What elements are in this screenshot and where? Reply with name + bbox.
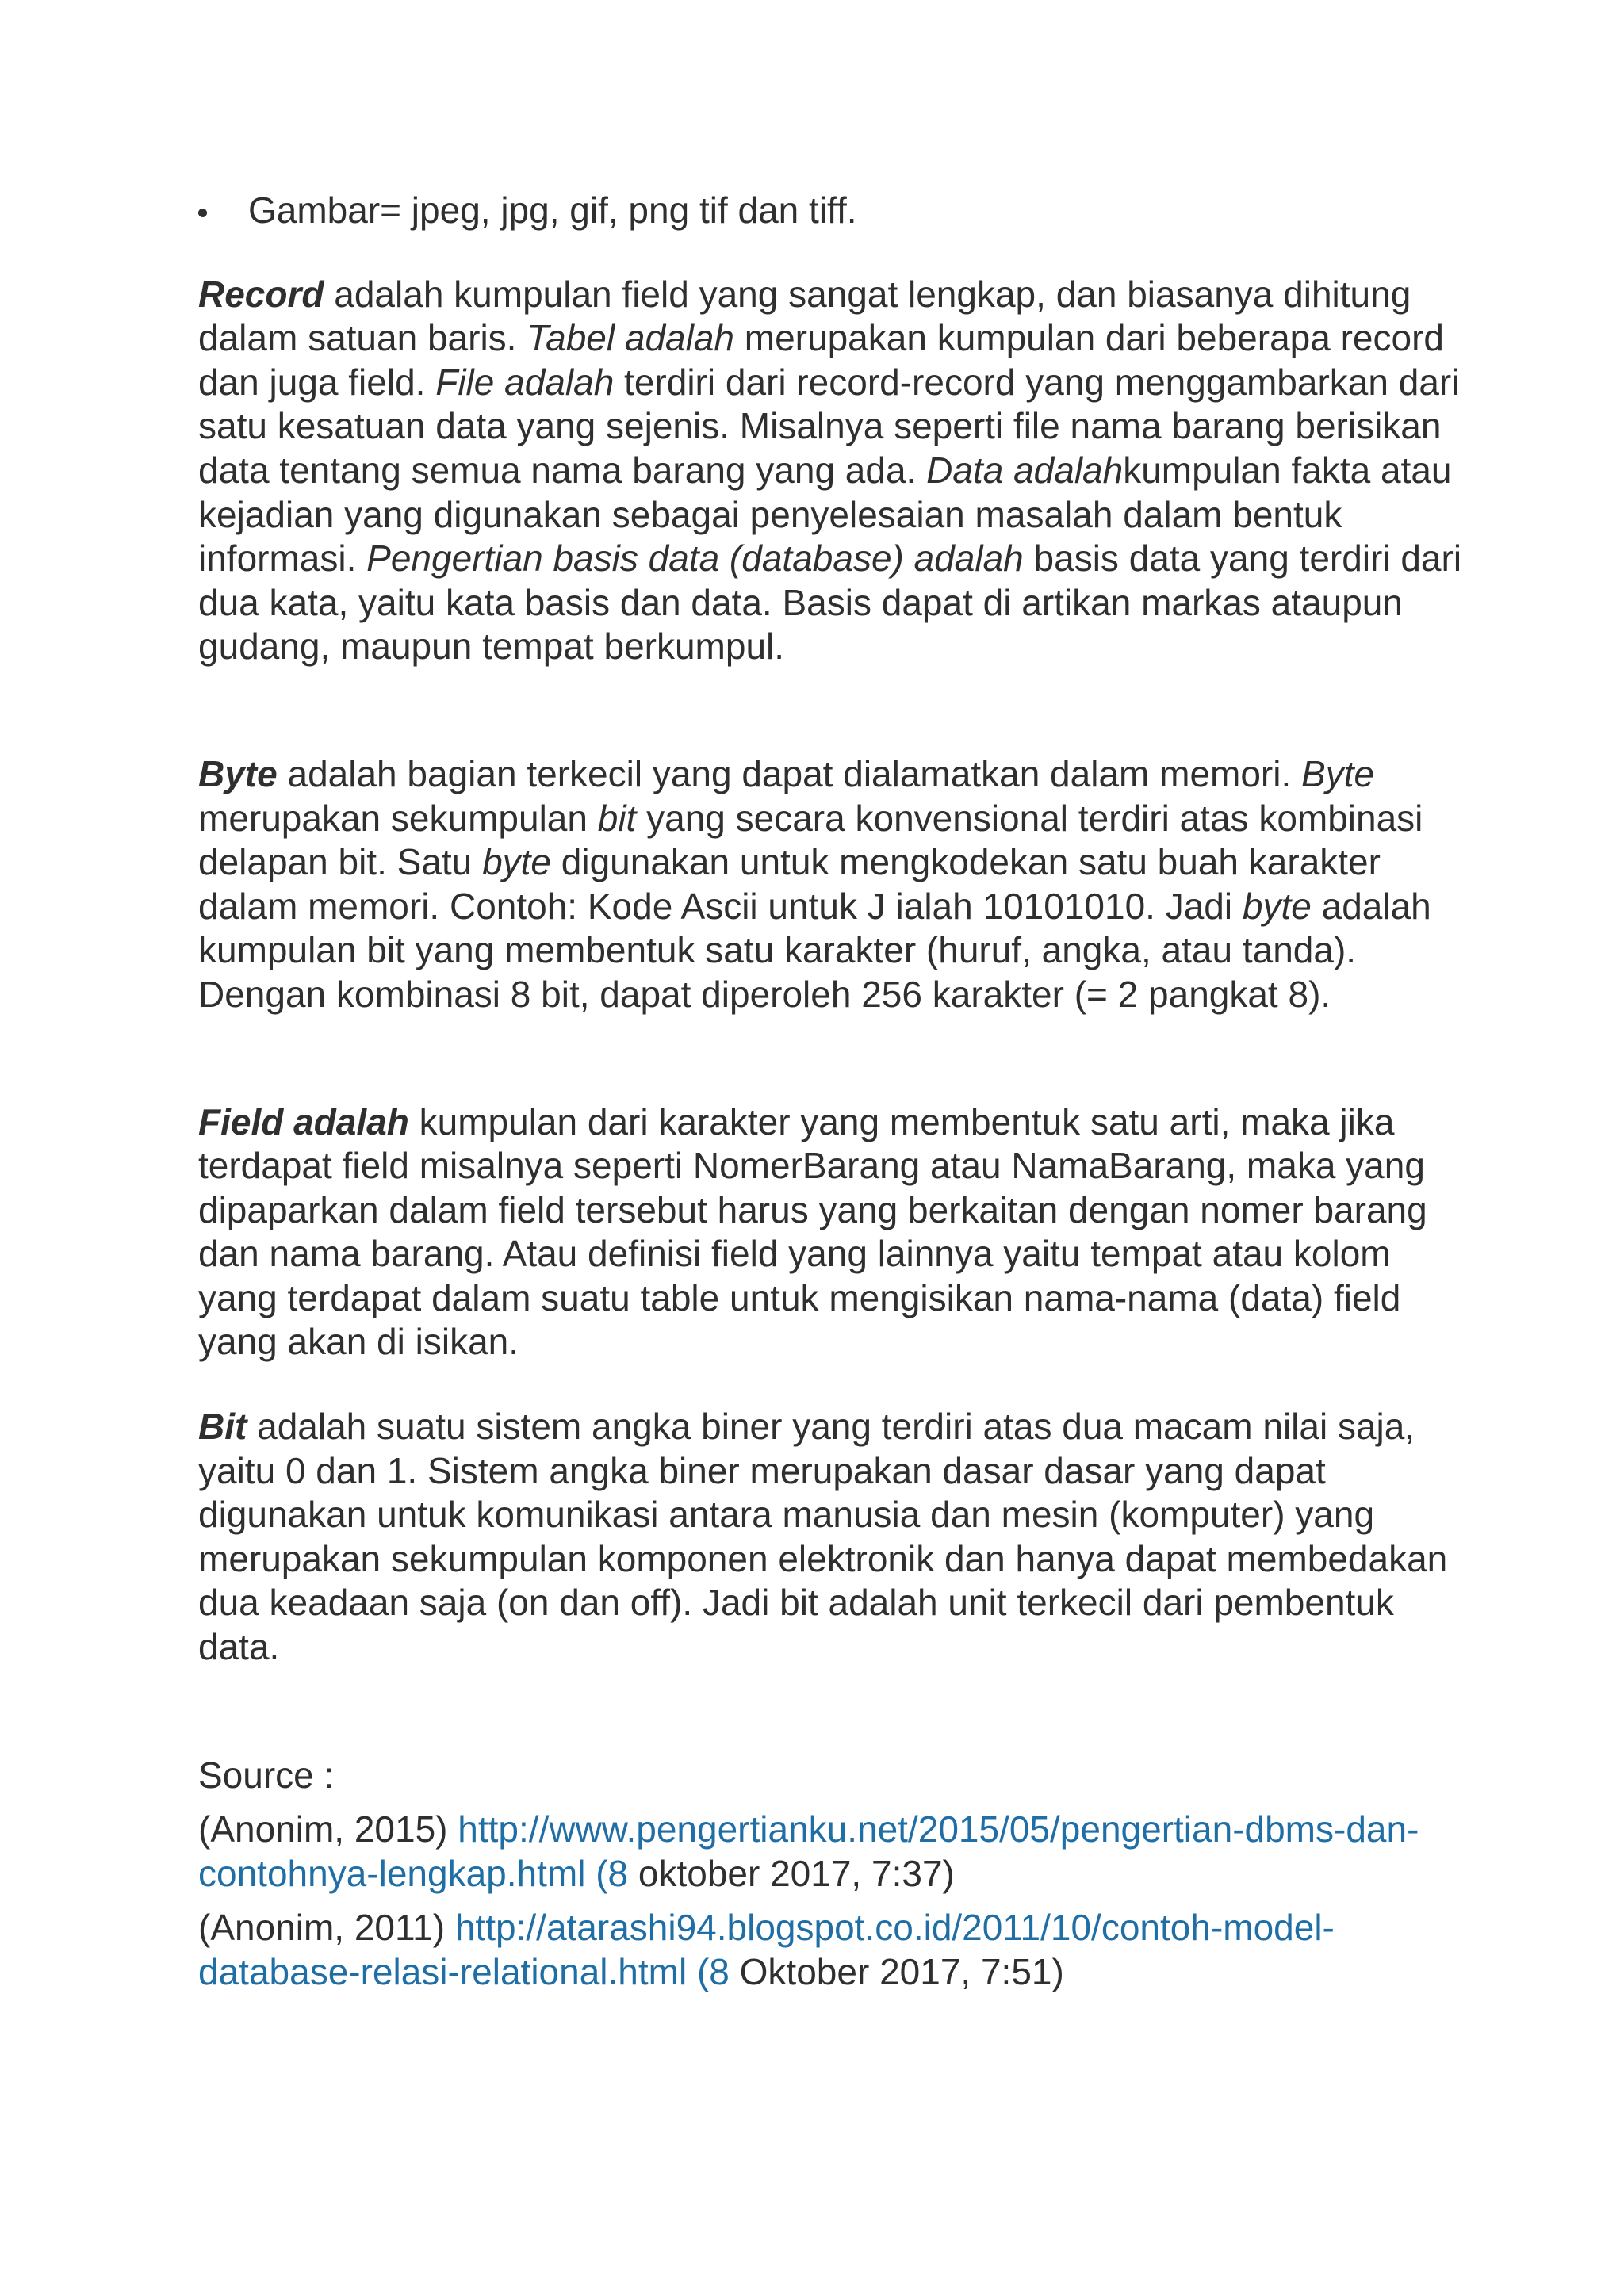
reference-link[interactable]: http://atarashi94.blogspot.co.id/2011/10/contoh-model-database-relasi-relational.html (8 (198, 1907, 1335, 1992)
bullet-list-item (198, 189, 1467, 233)
reference-suffix: oktober 2017, 7:37) (628, 1852, 955, 1894)
record-text-4: kumpulan fakta atau kejadian yang digunakan sebagai penyelesaian masalah dalam bentuk informasi. (198, 449, 1452, 580)
paragraph-byte (198, 752, 1467, 1017)
source-label: Source : (198, 1754, 335, 1796)
paragraph-field (198, 1100, 1467, 1365)
term-file: File adalah (435, 361, 615, 403)
term-field: Field adalah (198, 1100, 409, 1142)
reference-prefix: (Anonim, 2015) (198, 1808, 458, 1850)
term-basis-data: Pengertian basis data (database) adalah (366, 538, 1024, 580)
reference-link[interactable]: http://www.pengertianku.net/2015/05/pengertian-dbms-dan-contohnya-lengkap.html (8 (198, 1808, 1419, 1894)
bit-text-1: adalah suatu sistem angka biner yang terdiri atas dua macam nilai saja, yaitu 0 dan 1. Sistem angka biner merupakan dasar dasar yang dapat digunakan untuk komunikasi antara manusia dan mesin (komputer) yang merupakan sekumpulan komponen elektronik dan hanya dapat membedakan dua keadaan saja (on dan off). Jadi bit adalah unit terkecil dari pembentuk data. (198, 1406, 1448, 1668)
record-text-3: terdiri dari record-record yang menggambarkan dari satu kesatuan data yang sejenis. Misalnya seperti file nama barang berisikan data tentang semua nama barang yang ada. (198, 361, 1460, 491)
reference-item (198, 1906, 1467, 1994)
term-tabel: Tabel adalah (527, 317, 734, 359)
byte-text-3: yang secara konvensional terdiri atas kombinasi delapan bit. Satu (198, 797, 1423, 883)
term-byte-2: Byte (1301, 752, 1375, 794)
byte-text-5: adalah kumpulan bit yang membentuk satu karakter (huruf, angka, atau tanda). Dengan kombinasi 8 bit, dapat diperoleh 256 karakter (= 2 pangkat 8). (198, 885, 1431, 1015)
reference-suffix: Oktober 2017, 7:51) (729, 1951, 1064, 1992)
term-bit: Bit (198, 1406, 247, 1448)
word-byte: byte (482, 841, 552, 883)
document-page (198, 189, 1467, 1995)
paragraph-bit (198, 1405, 1467, 1670)
reference-prefix: (Anonim, 2011) (198, 1907, 455, 1949)
word-bit: bit (597, 797, 637, 839)
record-text-5: basis data yang terdiri dari dua kata, yaitu kata basis dan data. Basis dapat di artikan markas ataupun gudang, maupun tempat berkumpul. (198, 538, 1462, 668)
term-byte: Byte (198, 752, 278, 794)
bullet-text: Gambar= jpeg, jpg, gif, png tif dan tiff. (248, 189, 857, 231)
bullet-dot-icon (198, 209, 207, 217)
word-byte-2: byte (1242, 885, 1312, 927)
field-text-1: kumpulan dari karakter yang membentuk satu arti, maka jika terdapat field misalnya seperti NomerBarang atau NamaBarang, maka yang dipaparkan dalam field tersebut harus yang berkaitan dengan nomer barang dan nama barang. Atau definisi field yang lainnya yaitu tempat atau kolom yang terdapat dalam suatu table untuk mengisikan nama-nama (data) field yang akan di isikan. (198, 1100, 1427, 1363)
reference-item (198, 1808, 1467, 1896)
byte-text-4: digunakan untuk mengkodekan satu buah karakter dalam memori. Contoh: Kode Ascii untuk J ialah 10101010. Jadi (198, 841, 1381, 927)
byte-text-2: merupakan sekumpulan (198, 797, 598, 839)
paragraph-record (198, 273, 1467, 669)
record-text-2: merupakan kumpulan dari beberapa record dan juga field. (198, 317, 1444, 403)
term-data: Data adalah (926, 449, 1124, 491)
term-record: Record (198, 273, 324, 315)
record-text-1: adalah kumpulan field yang sangat lengkap, dan biasanya dihitung dalam satuan baris. (198, 273, 1411, 359)
byte-text-1: adalah bagian terkecil yang dapat dialamatkan dalam memori. (277, 752, 1302, 794)
